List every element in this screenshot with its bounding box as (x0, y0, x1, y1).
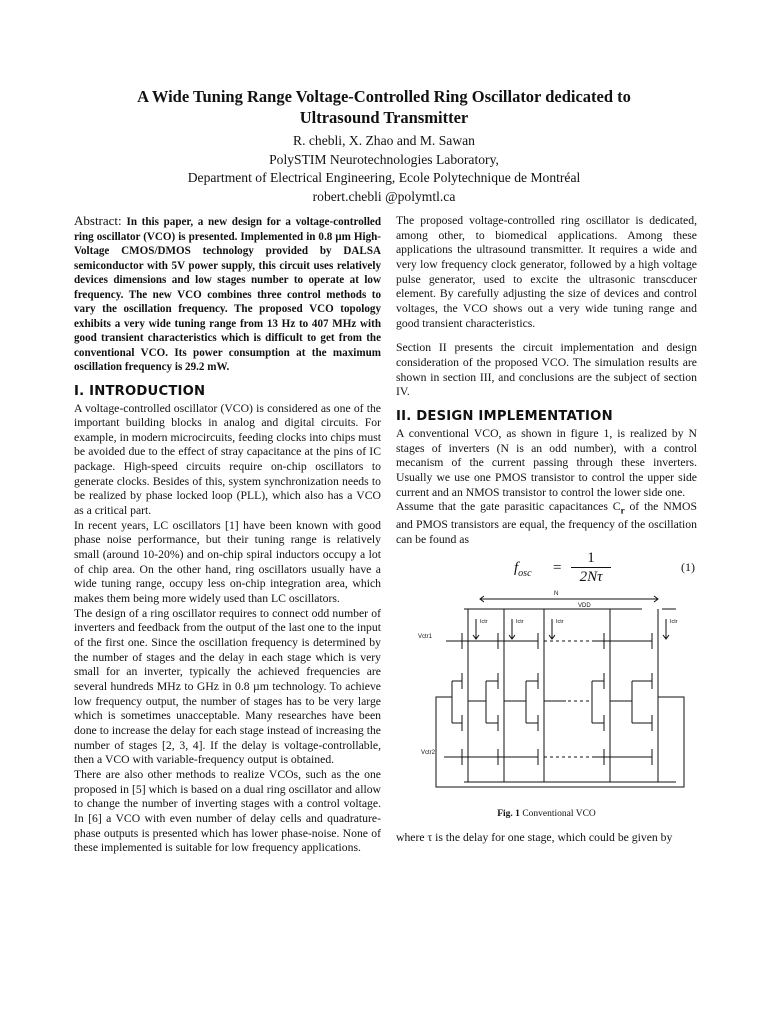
equation-1 (396, 551, 697, 591)
label-vctr2: Vctr2 (421, 750, 436, 757)
stage-2 (462, 609, 526, 782)
stage-1 (452, 609, 488, 782)
intro-paragraph-1: A voltage-controlled oscillator (VCO) is considered as one of the important building blocks in analog and digital circuits. For example, in modern microcircuits, feeding clocks into chips must be avoided due to the effect of stray capacitance at the pins of IC package. High-speed circuits require on-chip oscillators to generate clocks. Besides of this, system synchronization needs to be realized by phase locked loop (PLL), which also has a VCO as a critical part. (74, 401, 381, 518)
caption-text: Conventional VCO (519, 809, 596, 820)
intro-paragraph-4: There are also other methods to realize VCOs, such as the one proposed in [5] which is based on a dual ring oscillator and allow to change the number of inverting stages with a control voltage. In [6] a VCO with even number of delay cells and quadrature-phase outputs is presented which has lower phase-noise. None of these implemented is suitable for low frequency applications. (74, 767, 381, 855)
stage-5 (604, 609, 678, 782)
abstract (74, 214, 381, 375)
intro-heading: I. INTRODUCTION (74, 383, 206, 399)
label-n: N (554, 591, 559, 598)
svg-text:Ictr: Ictr (670, 619, 678, 626)
label-vctr1: Vctr1 (418, 634, 433, 641)
label-vdd: VDD (578, 603, 591, 610)
equation-equals: = (553, 560, 562, 577)
equation-numerator: 1 (587, 550, 595, 567)
lab: PolySTIM Neurotechnologies Laboratory, (269, 151, 499, 167)
email: robert.chebli @polymtl.ca (312, 188, 456, 204)
author-block (60, 132, 708, 206)
left-column (74, 214, 381, 856)
svg-text:Ictr: Ictr (516, 619, 524, 626)
stage-3 (498, 609, 566, 782)
abstract-body: In this paper, a new design for a voltage-controlled ring oscillator (VCO) is presented. Implemented in 0.8 µm High-Voltage CMOS/DMOS technology provided by DALSA semiconductor with 5V power supply, this circuit uses relatively devices dimensions and low stages number to operate at low frequency. The new VCO combines three control methods to vary the oscillation frequency. The proposed VCO topology exhibits a very wide tuning range from 13 Hz to 407 MHz with good transient characteristics which is difficult to get from the conventional VCO. Its power consumption at the maximum oscillation frequency is 29.2 mW. (74, 216, 382, 373)
equation-fraction (571, 549, 611, 586)
authors: R. chebli, X. Zhao and M. Sawan (293, 133, 475, 148)
right-column (396, 214, 697, 846)
equation-number: (1) (681, 560, 695, 575)
after-figure-text: where τ is the delay for one stage, which could be given by (396, 831, 673, 845)
right-paragraph-1: The proposed voltage-controlled ring oscillator is dedicated, among other, to biomedical applications. Among these applications the ultrasound transmitter. It requires a wide and very low frequency clock generator, followed by a high voltage pulse generator, used to excite the ultrasonic transcducer element. By carefully adjusting the size of devices and control voltages, the VCO shows out a very wide tuning range and good transient characteristics. (396, 214, 697, 330)
intro-paragraph-3: The design of a ring oscillator requires to connect odd number of inverters and feedback from the output of the last one to the input of the first one. Since the oscillation frequency is determined by the number of stages and the delay in each stage which is very small for an inverter, typically the achieved frequencies are several hundreds MHz to GHz in 0.8 µm technology. To achieve low frequency output, the number of stages has to be very large which is sometimes unacceptable. Many researches have been done to increase the delay for each stage instead of increasing the number of stages [2, 3, 4]. If the delay is voltage-controllable, then a VCO with variable-frequency output is obtained. (74, 606, 381, 767)
right-paragraph-2: Section II presents the circuit implementation and design consideration of the proposed VCO. The simulation results are shown in section III, and conclusions are the subject of section IV. (396, 341, 697, 399)
abstract-lead: Abstract: (74, 213, 122, 228)
design-paragraph-2: Assume that the gate parasitic capacitances $C_r$ of the NMOS and PMOS transistors are equal, the frequency of the oscillation can be found as (396, 500, 697, 546)
vco-schematic (396, 591, 697, 802)
department: Department of Electrical Engineering, Ecole Polytechnique de Montréal (187, 170, 581, 186)
title-line-1: A Wide Tuning Range Voltage-Controlled Ring Oscillator dedicated to (137, 87, 631, 106)
svg-text:Ictr: Ictr (480, 619, 488, 626)
equation-lhs: $f_{osc}$ (514, 560, 532, 580)
figure-1 (396, 591, 697, 820)
svg-text:Ictr: Ictr (556, 619, 564, 626)
design-heading: II. DESIGN IMPLEMENTATION (396, 408, 613, 424)
caption-label: Fig. 1 (497, 809, 520, 820)
paper-title (60, 86, 708, 128)
equation-denominator: 2Nτ (579, 569, 603, 586)
design-paragraph-1: A conventional VCO, as shown in figure 1, is realized by N stages of inverters (N is an odd number), with a control mecanism of the current passing through these inverters. Usually we use one PMOS transistor to control the upper side current and an NMOS transistor to control the lower side one. (396, 426, 697, 499)
title-line-2: Ultrasound Transmitter (299, 108, 469, 127)
intro-paragraph-2: In recent years, LC oscillators [1] have been known with good phase noise performance, but their tuning range is relatively small (around 10-20%) and on-chip spiral inductors occupy a lot of chip area. On the other hand, ring oscillators usually have a wide tuning range, occupy less on-chip integration area, which makes them being more widely used than LC oscillators. (74, 518, 381, 606)
figure-caption (396, 807, 697, 822)
stage-4 (592, 609, 632, 782)
